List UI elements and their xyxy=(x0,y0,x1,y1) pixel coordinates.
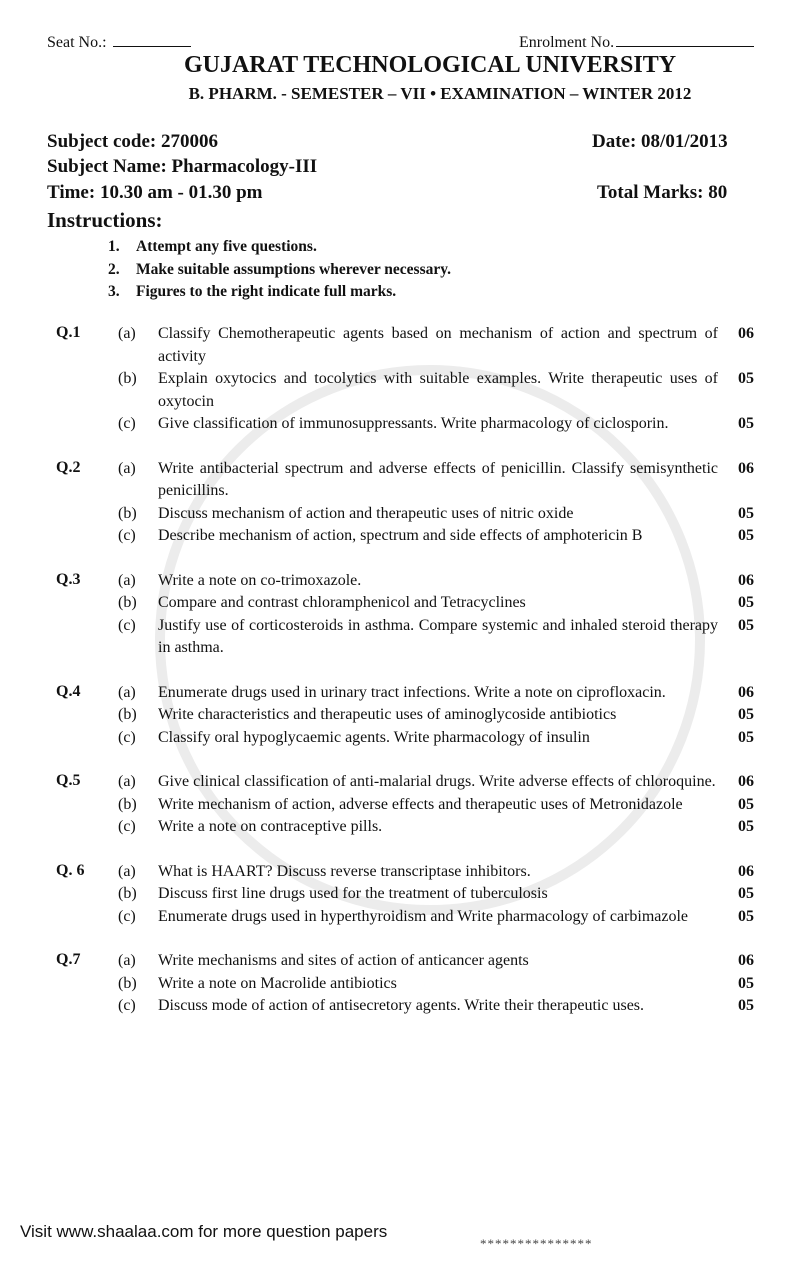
sub-question xyxy=(0,323,800,368)
sub-question-label: (b) xyxy=(118,594,137,611)
instruction-text: Attempt any five questions. xyxy=(136,238,317,255)
sub-question xyxy=(0,906,800,929)
end-marker: *************** xyxy=(480,1236,593,1251)
question-block xyxy=(0,323,800,436)
sub-question-marks: 06 xyxy=(738,952,754,969)
instruction-text: Make suitable assumptions wherever necessary. xyxy=(136,260,452,278)
sub-question xyxy=(0,816,800,839)
sub-question-text: Discuss mechanism of action and therapeutic uses of nitric oxide xyxy=(158,504,574,522)
exam-title: B. PHARM. - SEMESTER – VII • EXAMINATION – WINTER 2012 xyxy=(188,84,692,103)
sub-question-text: Write a note on Macrolide antibiotics xyxy=(158,974,397,992)
instruction-text: Figures to the right indicate full marks. xyxy=(136,283,397,300)
footer-link-text[interactable]: Visit www.shaalaa.com for more question papers xyxy=(20,1222,388,1241)
instruction-number: 1. xyxy=(108,238,120,255)
sub-question-marks: 05 xyxy=(738,616,754,634)
sub-question-text: Justify use of corticosteroids in asthma. Compare systemic and inhaled steroid therapy in asthma. xyxy=(158,616,718,656)
question-block xyxy=(0,458,800,548)
sub-question xyxy=(0,883,800,906)
question-number: Q.3 xyxy=(56,570,81,588)
sub-question-text: What is HAART? Discuss reverse transcriptase inhibitors. xyxy=(158,862,531,880)
exam-date: Date: 08/01/2013 xyxy=(592,131,728,152)
question-number: Q. 6 xyxy=(56,861,85,879)
sub-question xyxy=(0,413,800,436)
sub-question-marks: 06 xyxy=(738,773,754,790)
sub-question-marks: 05 xyxy=(738,818,754,835)
question-number: Q.1 xyxy=(56,324,81,341)
question-number: Q.4 xyxy=(56,682,81,700)
sub-question-marks: 05 xyxy=(738,974,754,992)
instruction-number: 2. xyxy=(108,260,120,278)
sub-question-label: (c) xyxy=(118,616,136,634)
sub-question xyxy=(0,727,800,750)
sub-question-text: Give classification of immunosuppressants. Write pharmacology of ciclosporin. xyxy=(158,415,669,432)
sub-question-label: (a) xyxy=(118,862,136,880)
sub-question-text: Classify oral hypoglycaemic agents. Write pharmacology of insulin xyxy=(158,728,590,746)
sub-question-label: (c) xyxy=(118,527,136,544)
instruction-item xyxy=(108,281,451,304)
sub-question xyxy=(0,861,800,884)
sub-question-text: Write a note on contraceptive pills. xyxy=(158,818,383,835)
sub-question-marks: 05 xyxy=(738,504,754,522)
questions-list xyxy=(0,323,800,1040)
subject-name: Subject Name: Pharmacology-III xyxy=(47,156,318,177)
sub-question-label: (a) xyxy=(118,459,136,477)
sub-question-marks: 05 xyxy=(738,370,754,387)
question-block xyxy=(0,861,800,929)
total-marks: Total Marks: 80 xyxy=(597,182,728,203)
sub-question-label: (b) xyxy=(118,504,137,522)
sub-question-text: Describe mechanism of action, spectrum and side effects of amphotericin B xyxy=(158,527,643,544)
subject-code: Subject code: 270006 xyxy=(47,131,218,152)
sub-question-marks: 05 xyxy=(738,997,754,1014)
instructions-list xyxy=(108,236,451,304)
question-block xyxy=(0,682,800,750)
sub-question-text: Write mechanism of action, adverse effects and therapeutic uses of Metronidazole xyxy=(158,795,683,813)
sub-question-text: Write a note on co-trimoxazole. xyxy=(158,571,362,589)
seat-no-label: Seat No.: xyxy=(47,34,107,51)
sub-question-label: (b) xyxy=(118,885,137,902)
sub-question xyxy=(0,704,800,727)
sub-question xyxy=(0,973,800,996)
enrolment-no-label: Enrolment No. xyxy=(519,34,615,51)
sub-question-text: Give clinical classification of anti-malarial drugs. Write adverse effects of chloroquine. xyxy=(158,773,716,790)
sub-question-label: (c) xyxy=(118,818,136,835)
sub-question-marks: 05 xyxy=(738,706,754,723)
sub-question-marks: 05 xyxy=(738,907,754,925)
sub-question xyxy=(0,458,800,503)
sub-question xyxy=(0,794,800,817)
sub-question-marks: 05 xyxy=(738,795,754,813)
sub-question-text: Discuss first line drugs used for the treatment of tuberculosis xyxy=(158,885,548,902)
sub-question-text: Write mechanisms and sites of action of anticancer agents xyxy=(158,952,529,969)
question-number: Q.5 xyxy=(56,772,81,789)
sub-question-text: Classify Chemotherapeutic agents based on mechanism of action and spectrum of activity xyxy=(158,325,718,365)
sub-question-text: Discuss mode of action of antisecretory agents. Write their therapeutic uses. xyxy=(158,997,645,1014)
sub-question-label: (a) xyxy=(118,683,136,701)
sub-question-label: (c) xyxy=(118,907,136,925)
sub-question-label: (b) xyxy=(118,795,137,813)
exam-time: Time: 10.30 am - 01.30 pm xyxy=(47,182,263,203)
university-title: GUJARAT TECHNOLOGICAL UNIVERSITY xyxy=(183,52,677,78)
sub-question-label: (a) xyxy=(118,325,136,342)
sub-question-label: (a) xyxy=(118,773,136,790)
sub-question xyxy=(0,368,800,413)
question-block xyxy=(0,570,800,660)
sub-question-text: Enumerate drugs used in hyperthyroidism and Write pharmacology of carbimazole xyxy=(158,907,689,925)
sub-question-marks: 06 xyxy=(738,325,754,342)
sub-question-label: (a) xyxy=(118,571,136,589)
sub-question-marks: 05 xyxy=(738,885,754,902)
sub-question xyxy=(0,592,800,615)
sub-question-text: Write characteristics and therapeutic uses of aminoglycoside antibiotics xyxy=(158,706,617,723)
sub-question-marks: 05 xyxy=(738,594,754,611)
sub-question-text: Explain oxytocics and tocolytics with suitable examples. Write therapeutic uses of oxytocin xyxy=(158,370,718,410)
sub-question-text: Compare and contrast chloramphenicol and Tetracyclines xyxy=(158,594,526,611)
instruction-item xyxy=(108,236,451,259)
sub-question-marks: 05 xyxy=(738,527,754,544)
sub-question xyxy=(0,525,800,548)
sub-question-label: (c) xyxy=(118,997,136,1014)
sub-question-marks: 06 xyxy=(738,459,754,477)
sub-question-text: Enumerate drugs used in urinary tract infections. Write a note on ciprofloxacin. xyxy=(158,683,666,701)
sub-question-label: (a) xyxy=(118,952,136,969)
sub-question xyxy=(0,950,800,973)
sub-question-label: (b) xyxy=(118,706,137,723)
question-number: Q.7 xyxy=(56,951,81,968)
sub-question xyxy=(0,995,800,1018)
sub-question xyxy=(0,503,800,526)
sub-question-label: (c) xyxy=(118,415,136,432)
sub-question-marks: 06 xyxy=(738,862,754,880)
sub-question xyxy=(0,682,800,705)
instructions-heading: Instructions: xyxy=(47,208,163,232)
sub-question-marks: 06 xyxy=(738,571,754,589)
sub-question xyxy=(0,771,800,794)
seat-no-field xyxy=(47,32,191,52)
sub-question-marks: 06 xyxy=(738,683,754,701)
sub-question-marks: 05 xyxy=(738,728,754,746)
sub-question xyxy=(0,570,800,593)
sub-question-text: Write antibacterial spectrum and adverse effects of penicillin. Classify semisynthetic penicillins. xyxy=(158,459,718,499)
question-block xyxy=(0,771,800,839)
sub-question-label: (c) xyxy=(118,728,136,746)
sub-question-label: (b) xyxy=(118,370,137,387)
instruction-number: 3. xyxy=(108,283,120,300)
seat-no-blank xyxy=(113,32,191,47)
sub-question-marks: 05 xyxy=(738,415,754,432)
sub-question-label: (b) xyxy=(118,974,137,992)
question-number: Q.2 xyxy=(56,458,81,476)
question-block xyxy=(0,950,800,1018)
enrolment-no-field xyxy=(519,32,754,52)
sub-question xyxy=(0,615,800,660)
instruction-item xyxy=(108,259,451,282)
enrolment-no-blank xyxy=(616,32,754,47)
